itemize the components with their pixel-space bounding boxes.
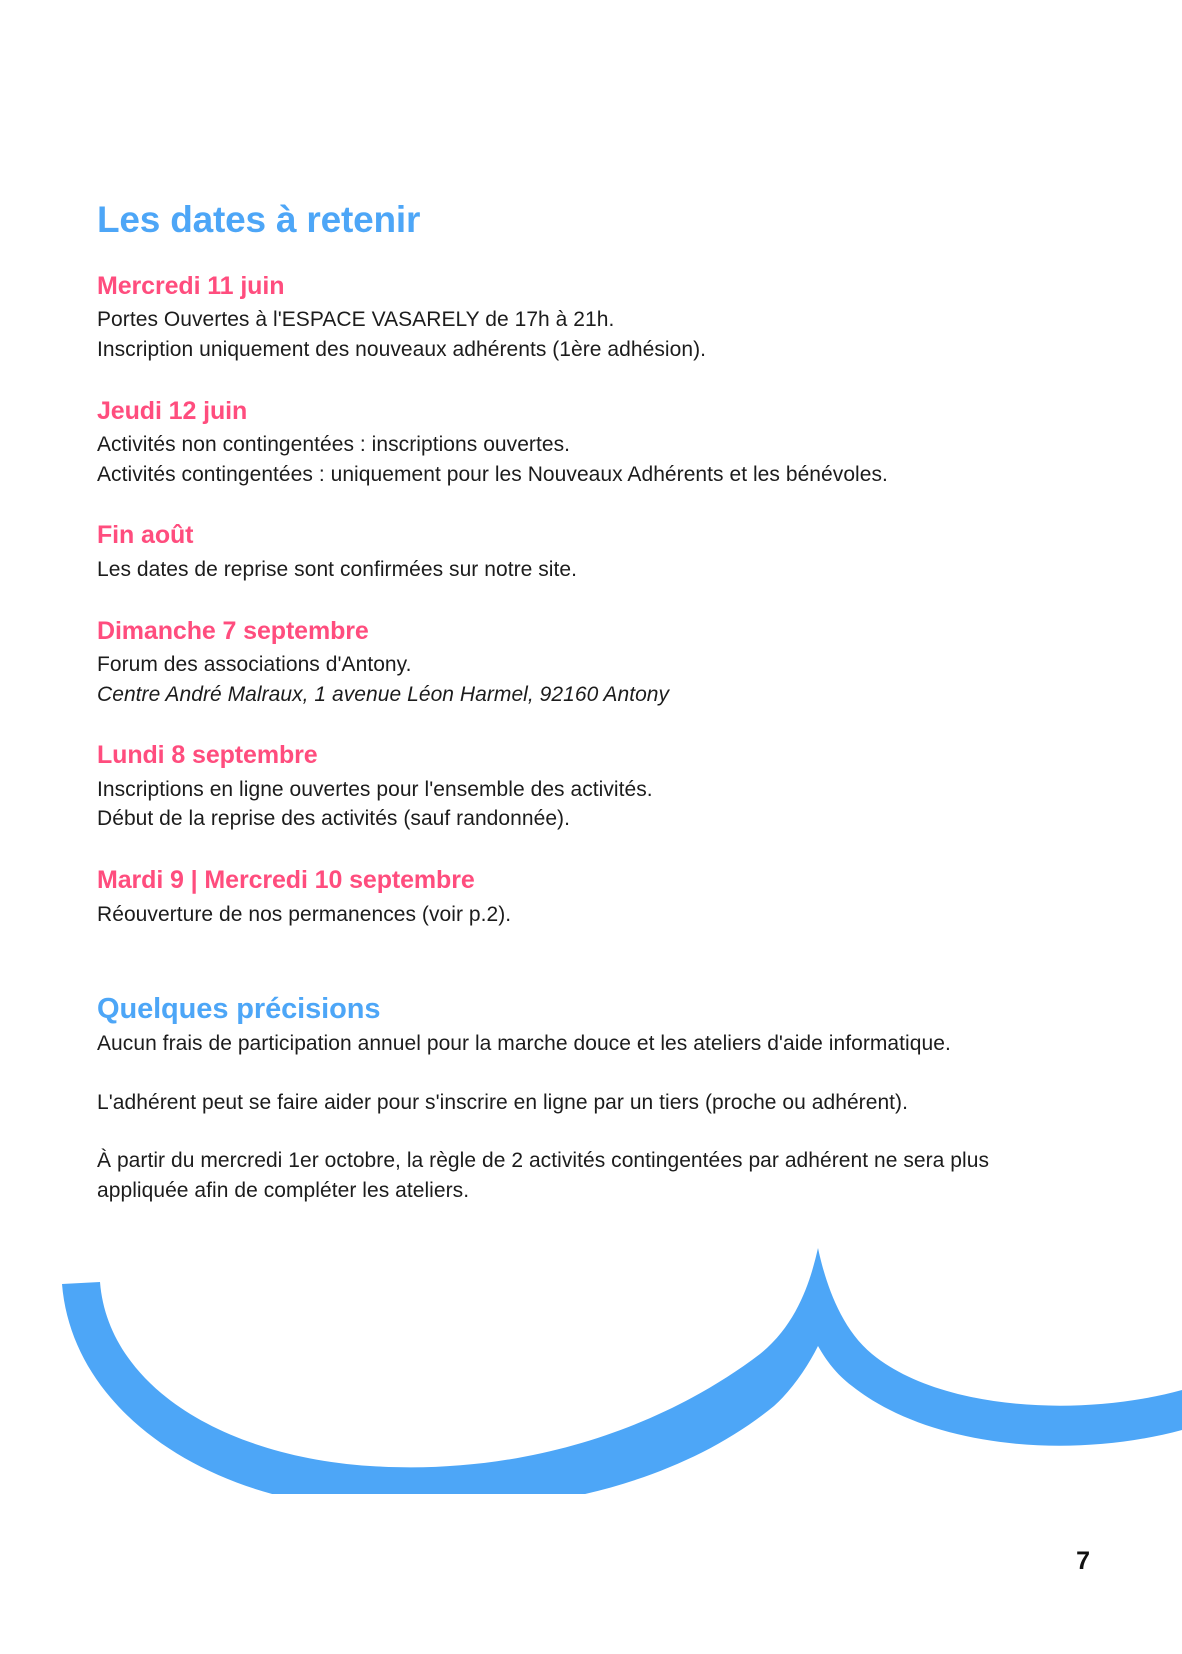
date-heading: Fin août (97, 521, 194, 550)
precisions-paragraph: À partir du mercredi 1er octobre, la règle de 2 activités contingentées par adhérent ne sera plus appliquée afin de compléter les ateliers. (97, 1148, 990, 1203)
date-detail-line: Portes Ouvertes à l'ESPACE VASARELY de 17h à 21h. (97, 307, 615, 331)
date-detail-line: Inscriptions en ligne ouvertes pour l'ensemble des activités. (97, 777, 653, 801)
date-heading: Lundi 8 septembre (97, 741, 318, 770)
date-entry-lundi-8-septembre (97, 740, 1037, 834)
date-entry-dimanche-7-septembre (97, 616, 1037, 710)
precisions-title: Quelques précisions (97, 993, 381, 1026)
page-content (97, 200, 1037, 1207)
date-detail-line: Inscription uniquement des nouveaux adhérents (1ère adhésion). (97, 337, 706, 361)
date-heading: Jeudi 12 juin (97, 396, 248, 425)
date-heading: Mercredi 11 juin (97, 271, 285, 300)
date-entry-fin-aout (97, 520, 1037, 584)
date-detail-line: Forum des associations d'Antony. (97, 652, 412, 676)
date-heading: Mardi 9 | Mercredi 10 septembre (97, 866, 475, 895)
precisions-paragraph: Aucun frais de participation annuel pour la marche douce et les ateliers d'aide informatique. (97, 1032, 951, 1056)
date-entry-jeudi-12-juin (97, 396, 1037, 490)
blue-wave-flourish-icon (0, 1234, 1182, 1494)
date-detail-line: Les dates de reprise sont confirmées sur notre site. (97, 557, 578, 581)
date-detail-line: Activités contingentées : uniquement pour les Nouveaux Adhérents et les bénévoles. (97, 462, 888, 486)
date-detail-line: Réouverture de nos permanences (voir p.2). (97, 902, 512, 926)
page-title: Les dates à retenir (97, 199, 421, 240)
date-entry-mardi-9-mercredi-10-septembre (97, 865, 1037, 929)
precisions-section (97, 992, 1037, 1207)
precisions-paragraph: L'adhérent peut se faire aider pour s'inscrire en ligne par un tiers (proche ou adhérent). (97, 1090, 908, 1114)
date-detail-line: Début de la reprise des activités (sauf randonnée). (97, 807, 570, 831)
date-detail-line: Activités non contingentées : inscriptions ouvertes. (97, 432, 571, 456)
page-number: 7 (1076, 1547, 1090, 1575)
date-venue-address: Centre André Malraux, 1 avenue Léon Harmel, 92160 Antony (97, 682, 670, 706)
date-entry-mercredi-11-juin (97, 271, 1037, 365)
date-heading: Dimanche 7 septembre (97, 616, 369, 645)
